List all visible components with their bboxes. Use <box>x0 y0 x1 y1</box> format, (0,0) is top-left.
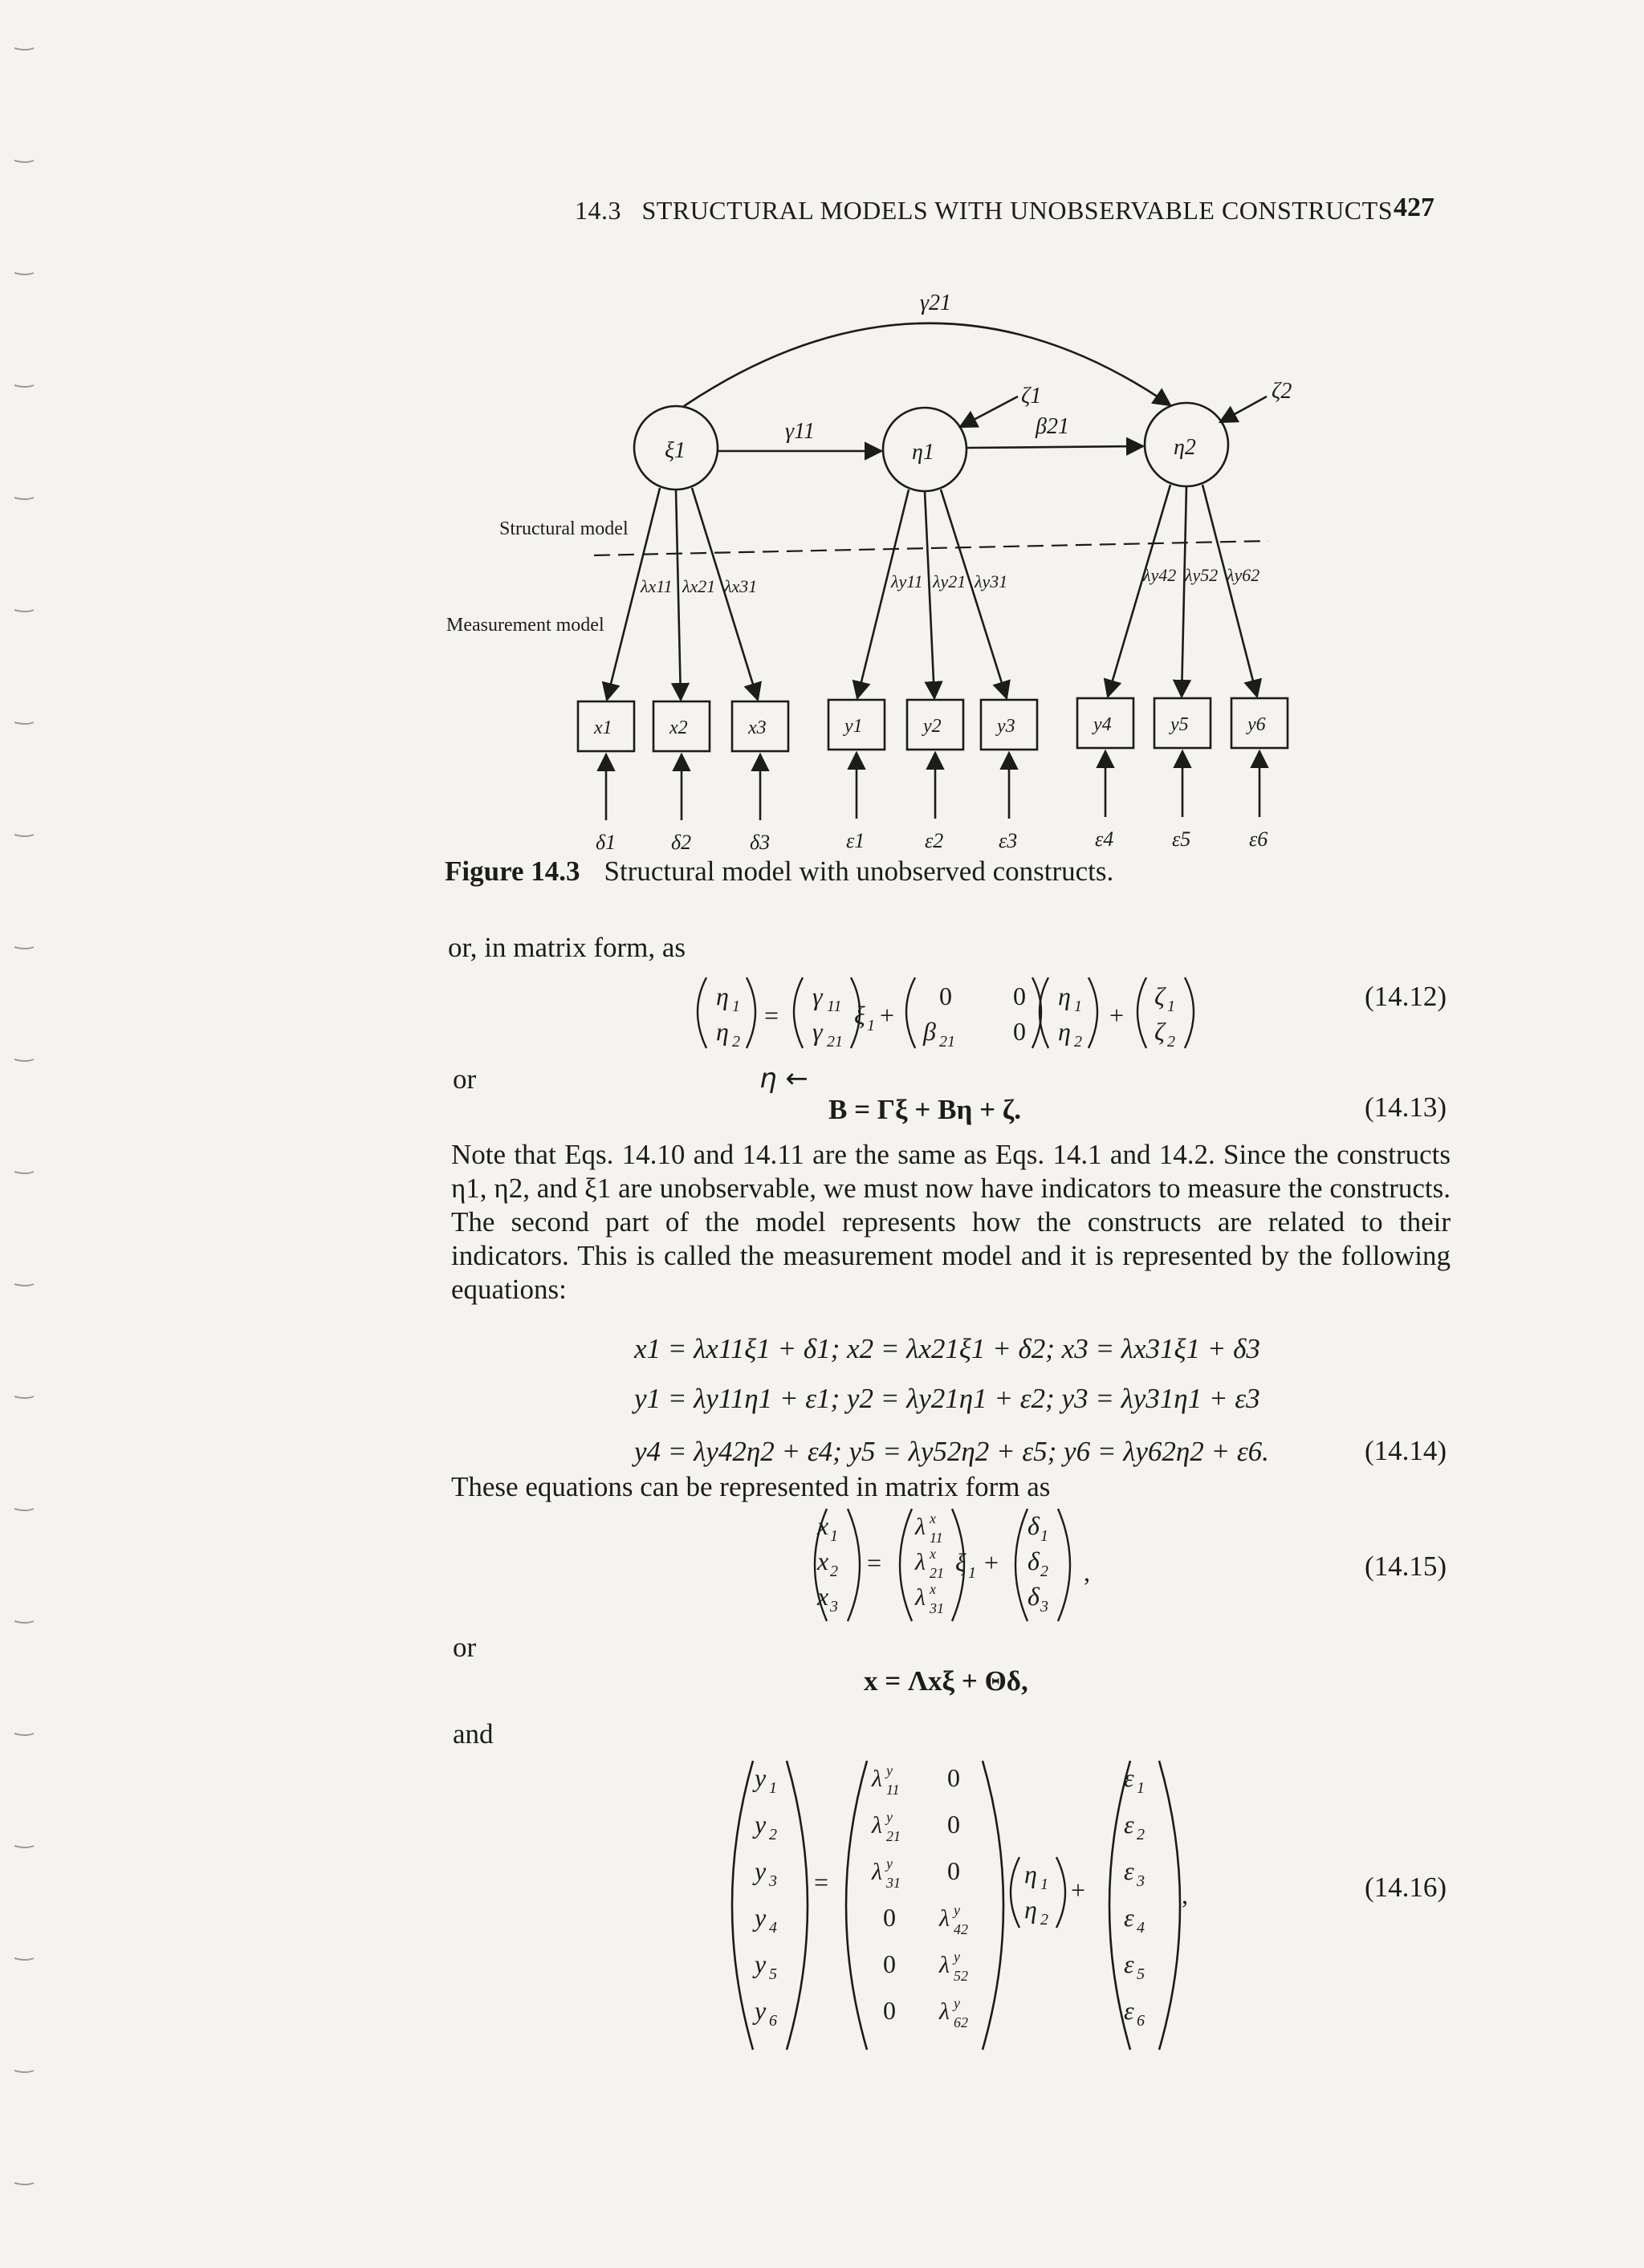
svg-text:γ: γ <box>812 982 823 1010</box>
svg-text:η: η <box>1024 1895 1037 1924</box>
indicator-label-x1: x1 <box>594 717 612 738</box>
svg-text:1: 1 <box>769 1779 777 1797</box>
svg-text:2: 2 <box>1040 1563 1048 1580</box>
svg-text:1: 1 <box>1040 1527 1048 1545</box>
section-number: 14.3 <box>575 196 621 225</box>
svg-text:21: 21 <box>886 1828 901 1844</box>
path-label-gamma21: γ21 <box>920 291 952 315</box>
error-label-eps6: ε6 <box>1249 827 1268 851</box>
svg-text:y: y <box>954 1995 960 2011</box>
svg-text:11: 11 <box>930 1530 943 1546</box>
svg-text:y: y <box>886 1809 893 1825</box>
svg-text:0: 0 <box>939 982 952 1010</box>
svg-text:β: β <box>923 1017 936 1046</box>
or-text-1: or <box>453 1063 477 1095</box>
svg-text:λ: λ <box>872 1812 882 1839</box>
svg-text:1: 1 <box>732 998 740 1015</box>
latent-label-eta1: η1 <box>912 440 934 465</box>
svg-text:ξ: ξ <box>955 1548 966 1577</box>
svg-text:y: y <box>755 1856 767 1885</box>
svg-text:λ: λ <box>915 1584 926 1611</box>
svg-text:ε: ε <box>1124 1856 1134 1885</box>
svg-text:η: η <box>716 982 729 1010</box>
loading-label-x31: λx31 <box>724 576 758 596</box>
svg-text:λ: λ <box>939 1952 950 1978</box>
svg-text:ε: ε <box>1124 1810 1134 1839</box>
equation-14-13: B = Γξ + Bη + ζ. <box>828 1094 1021 1125</box>
eq-number-14-14: (14.14) <box>1365 1435 1447 1466</box>
svg-text:11: 11 <box>886 1782 900 1798</box>
error-label-delta1: δ1 <box>596 831 616 854</box>
svg-text:λ: λ <box>872 1766 882 1792</box>
svg-text:λ: λ <box>915 1549 926 1575</box>
svg-text:η: η <box>1058 982 1071 1010</box>
loading-label-y31: λy31 <box>975 571 1008 591</box>
svg-text:,: , <box>1084 1558 1090 1587</box>
svg-text:31: 31 <box>930 1600 944 1616</box>
latent-label-eta2: η2 <box>1174 435 1196 460</box>
matrix-intro-text: or, in matrix form, as <box>448 932 686 963</box>
svg-text:2: 2 <box>1040 1911 1048 1929</box>
svg-text:2: 2 <box>769 1826 777 1843</box>
svg-text:x: x <box>930 1510 936 1526</box>
svg-text:3: 3 <box>830 1598 838 1616</box>
indicator-label-y1: y1 <box>844 716 863 737</box>
latent-label-xi1: ξ1 <box>665 438 686 463</box>
svg-text:y: y <box>886 1855 893 1872</box>
loading-label-y62: λy62 <box>1227 565 1260 585</box>
error-label-delta2: δ2 <box>671 831 692 854</box>
svg-text:y: y <box>954 1902 960 1918</box>
svg-text:η: η <box>1024 1860 1037 1888</box>
and-text: and <box>453 1718 494 1750</box>
svg-text:2: 2 <box>1074 1033 1082 1051</box>
svg-text:1: 1 <box>1074 998 1082 1015</box>
svg-text:2: 2 <box>830 1563 838 1580</box>
svg-text:1: 1 <box>968 1564 976 1582</box>
svg-text:11: 11 <box>827 998 842 1015</box>
eq-number-14-16: (14.16) <box>1365 1872 1447 1903</box>
svg-text:0: 0 <box>883 1996 896 2025</box>
loading-label-x21: λx21 <box>682 576 716 596</box>
svg-text:y: y <box>954 1949 960 1965</box>
indicator-label-y6: y6 <box>1247 714 1266 735</box>
eq-number-14-15: (14.15) <box>1365 1551 1447 1582</box>
svg-text:3: 3 <box>769 1872 777 1890</box>
svg-text:4: 4 <box>769 1919 777 1937</box>
body-paragraph: Note that Eqs. 14.10 and 14.11 are the same as Eqs. 14.1 and 14.2. Since the constructs η1, η2, and ξ1 are unobservable, we must now have indicators to measure the constructs. The second part of the model represents how the constructs are related to their indicators. This is called the measurement model and it is represented by the following equations: <box>451 1139 1451 1305</box>
indicator-label-y4: y4 <box>1093 714 1112 735</box>
svg-text:λ: λ <box>872 1859 882 1885</box>
eq-number-14-12: (14.12) <box>1365 981 1447 1012</box>
indicator-label-x2: x2 <box>669 717 688 738</box>
loading-label-y52: λy52 <box>1185 565 1219 585</box>
svg-text:x: x <box>817 1511 829 1540</box>
svg-text:1: 1 <box>1137 1779 1145 1797</box>
svg-text:62: 62 <box>954 2014 968 2030</box>
svg-text:=: = <box>867 1548 882 1577</box>
svg-text:31: 31 <box>886 1875 901 1891</box>
error-label-eps5: ε5 <box>1172 827 1191 851</box>
svg-text:3: 3 <box>1040 1598 1048 1616</box>
svg-text:ξ: ξ <box>854 1001 865 1030</box>
svg-text:y: y <box>755 1996 767 2025</box>
svg-text:=: = <box>764 1001 779 1030</box>
svg-text:52: 52 <box>954 1968 968 1984</box>
svg-text:δ: δ <box>1028 1547 1040 1575</box>
indicator-label-y3: y3 <box>997 716 1015 737</box>
svg-text:21: 21 <box>939 1033 955 1051</box>
or-text-2: or <box>453 1632 477 1663</box>
svg-text:0: 0 <box>1013 982 1026 1010</box>
svg-text:δ: δ <box>1028 1511 1040 1540</box>
svg-text:+: + <box>984 1548 999 1577</box>
svg-text:=: = <box>814 1868 829 1896</box>
equation-14-12 <box>698 978 1194 1051</box>
svg-text:2: 2 <box>1137 1826 1145 1843</box>
svg-text:21: 21 <box>930 1565 944 1581</box>
indicator-label-y5: y5 <box>1170 714 1189 735</box>
svg-text:0: 0 <box>947 1810 960 1839</box>
svg-text:γ: γ <box>812 1017 823 1046</box>
svg-text:η: η <box>1058 1017 1071 1046</box>
structural-model-label: Structural model <box>499 518 629 539</box>
equation-14-15 <box>815 1509 1090 1621</box>
svg-text:21: 21 <box>827 1033 843 1051</box>
equation-14-14-line-3: y4 = λy42η2 + ε4; y5 = λy52η2 + ε5; y6 = λy62η2 + ε6. <box>634 1436 1269 1467</box>
svg-text:+: + <box>1109 1001 1125 1030</box>
svg-text:42: 42 <box>954 1921 968 1937</box>
svg-text:ε: ε <box>1124 1903 1134 1932</box>
indicator-label-y2: y2 <box>923 716 942 737</box>
equation-14-14-line-1: x1 = λx11ξ1 + δ1; x2 = λx21ξ1 + δ2; x3 = λx31ξ1 + δ3 <box>634 1333 1260 1364</box>
svg-text:0: 0 <box>947 1856 960 1885</box>
svg-text:0: 0 <box>947 1763 960 1792</box>
svg-text:ζ: ζ <box>1154 1017 1165 1046</box>
path-label-gamma11: γ11 <box>785 419 815 444</box>
svg-text:ε: ε <box>1124 1996 1134 2025</box>
svg-text:6: 6 <box>1137 2012 1145 2030</box>
svg-text:λ: λ <box>915 1514 926 1540</box>
svg-text:λ: λ <box>939 1998 950 2025</box>
matrix-form-intro: These equations can be represented in matrix form as <box>451 1471 1051 1502</box>
svg-text:5: 5 <box>769 1965 777 1983</box>
svg-text:y: y <box>755 1903 767 1932</box>
loading-label-x11: λx11 <box>641 576 673 596</box>
svg-text:0: 0 <box>883 1949 896 1978</box>
svg-text:+: + <box>880 1001 895 1030</box>
svg-text:ε: ε <box>1124 1763 1134 1792</box>
svg-text:2: 2 <box>732 1033 740 1051</box>
svg-text:y: y <box>755 1810 767 1839</box>
error-label-delta3: δ3 <box>750 831 771 854</box>
svg-text:4: 4 <box>1137 1919 1145 1937</box>
path-label-zeta1: ζ1 <box>1021 384 1042 408</box>
svg-text:2: 2 <box>1167 1033 1175 1051</box>
equation-14-16 <box>732 1761 1188 2050</box>
loading-label-y21: λy21 <box>933 571 966 591</box>
svg-text:0: 0 <box>1013 1017 1026 1046</box>
svg-text:η: η <box>716 1017 729 1046</box>
svg-text:6: 6 <box>769 2012 777 2030</box>
error-label-eps4: ε4 <box>1095 827 1114 851</box>
svg-text:y: y <box>886 1762 893 1778</box>
svg-text:5: 5 <box>1137 1965 1145 1983</box>
svg-text:y: y <box>755 1763 767 1792</box>
equation-x-measurement: x = Λxξ + Θδ, <box>864 1665 1028 1697</box>
svg-text:x: x <box>930 1581 936 1597</box>
svg-text:1: 1 <box>867 1017 875 1034</box>
path-label-zeta2: ζ2 <box>1272 379 1292 404</box>
svg-text:,: , <box>1182 1880 1188 1909</box>
svg-text:0: 0 <box>883 1903 896 1932</box>
svg-text:y: y <box>755 1949 767 1978</box>
svg-text:3: 3 <box>1137 1872 1145 1890</box>
loading-label-y42: λy42 <box>1143 565 1177 585</box>
eq-number-14-13: (14.13) <box>1365 1091 1447 1123</box>
svg-text:1: 1 <box>1167 998 1175 1015</box>
indicator-label-x3: x3 <box>748 717 767 738</box>
svg-text:x: x <box>817 1582 829 1611</box>
figure-caption-text: Structural model with unobserved constructs. <box>604 856 1114 887</box>
error-label-eps2: ε2 <box>925 829 944 852</box>
loading-label-y11: λy11 <box>891 571 923 591</box>
svg-text:1: 1 <box>830 1527 838 1545</box>
measurement-model-label: Measurement model <box>446 615 604 636</box>
svg-text:+: + <box>1071 1876 1086 1904</box>
handwritten-annotation: η ← <box>759 1063 808 1095</box>
section-title: STRUCTURAL MODELS WITH UNOBSERVABLE CONSTRUCTS <box>641 196 1393 225</box>
svg-text:ζ: ζ <box>1154 982 1165 1010</box>
svg-text:δ: δ <box>1028 1582 1040 1611</box>
svg-text:x: x <box>817 1547 829 1575</box>
svg-text:λ: λ <box>939 1905 950 1932</box>
svg-text:ε: ε <box>1124 1949 1134 1978</box>
equation-14-14-line-2: y1 = λy11η1 + ε1; y2 = λy21η1 + ε2; y3 = λy31η1 + ε3 <box>634 1383 1260 1414</box>
path-label-beta21: β21 <box>1036 414 1069 439</box>
error-label-eps3: ε3 <box>999 829 1018 852</box>
figure-label: Figure 14.3 <box>445 856 580 887</box>
svg-text:1: 1 <box>1040 1876 1048 1893</box>
page-number: 427 <box>1394 193 1434 222</box>
error-label-eps1: ε1 <box>846 829 865 852</box>
svg-text:x: x <box>930 1546 936 1562</box>
